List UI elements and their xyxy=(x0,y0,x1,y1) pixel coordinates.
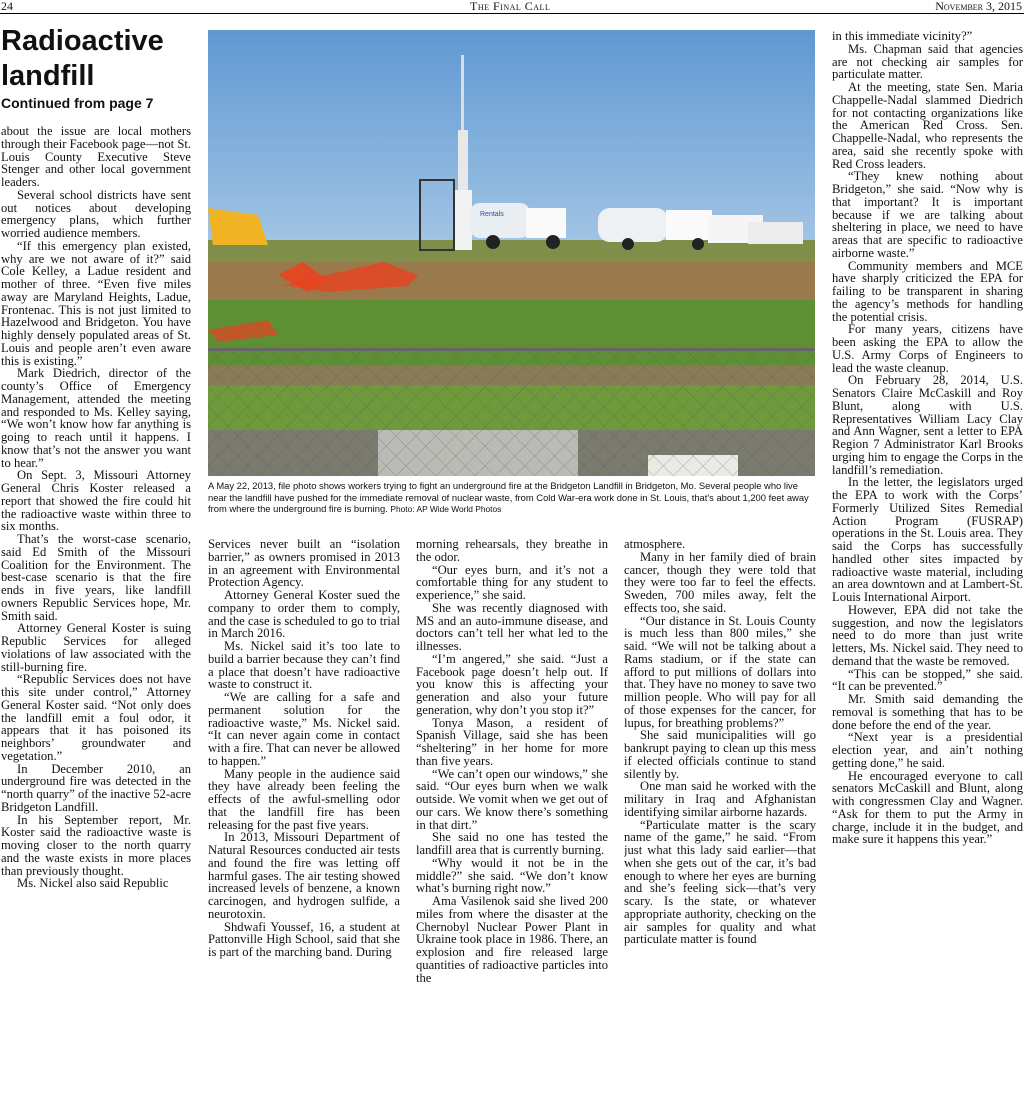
paragraph: He encouraged everyone to call senators McCaskill and Blunt, along with congressmen Clay and Wagner. “Ask for them to put the Army in charge, include it in the budget, and make sure it happens this year.” xyxy=(832,768,1023,847)
paragraph: Mark Diedrich, director of the county’s Office of Emergency Management, attended the meeting and responded to Ms. Kelley saying, “We won’t know how far anything is going to reach until it happens. I know that’s not the answer you want to hear.” xyxy=(1,366,191,470)
paragraph: Ms. Nickel said it’s too late to build a barrier because they can’t find a place that doesn’t have radioactive waste to construct it. xyxy=(208,639,400,692)
paragraph: “This can be stopped,” she said. “It can be prevented.” xyxy=(832,666,1023,694)
continued-from: Continued from page 7 xyxy=(1,95,154,111)
paragraph: She was recently diagnosed with MS and an auto-immune disease, and doctors can’t tell her what led to the illnesses. xyxy=(416,600,608,653)
photo-caption xyxy=(208,480,816,516)
paragraph: Many people in the audience said they have already been feeling the effects of the awful-smelling odor that the landfill fire has been releasing for the past five years. xyxy=(208,766,400,832)
paragraph: about the issue are local mothers through their Facebook page—not St. Louis County Executive Steve Stenger and other local government leaders. xyxy=(1,125,191,189)
paragraph: Attorney General Koster sued the company to order them to comply, and the case is scheduled to go to trial in March 2016. xyxy=(208,588,400,641)
paragraph: Attorney General Koster is suing Republic Services for alleged violations of law associated with the still-burning fire. xyxy=(1,621,191,674)
paragraph: Ama Vasilenok said she lived 200 miles from where the disaster at the Chernobyl Nuclear Power Plant in Ukraine took place in 1986. There, an explosion and fire released large quantities of radioactive particles into the xyxy=(416,894,608,985)
paragraph: Several school districts have sent out notices about developing emergency plans, which further worried audience members. xyxy=(1,187,191,240)
paragraph: She said no one has tested the landfill area that is currently burning. xyxy=(416,830,608,857)
paragraph: “Republic Services does not have this site under control,” Attorney General Koster said. “Not only does the landfill emit a foul odor, it appears that it has poisoned its neighbors’ groundwater and vegetation.” xyxy=(1,672,191,763)
paragraph: At the meeting, state Sen. Maria Chappelle-Nadal slammed Diedrich for not contacting organizations like the American Red Cross. Sen. Chappelle-Nadal, who represents the area, said she recently spoke with Red Cross leaders. xyxy=(832,80,1023,171)
paragraph: “They knew nothing about Bridgeton,” she said. “Now why is that important? It is important because if we are talking about sheltering in place, we need to have areas that are specific to radioactive airborne waste.” xyxy=(832,169,1023,260)
paragraph: For many years, citizens have been asking the EPA to allow the U.S. Army Corps of Engineers to lead the waste cleanup. xyxy=(832,322,1023,375)
paragraph: Ms. Nickel also said Republic xyxy=(17,876,169,891)
caption-text: A May 22, 2013, file photo shows workers trying to fight an underground fire at the Bridgeton Landfill in Bridgeton, Mo. Several people who live near the landfill have pushed for the immediate removal of nuclear waste, from Cold War-era work done in St. Louis, that's about 1,200 feet away from where the underground fire is burning. xyxy=(208,480,809,515)
paragraph: “We are calling for a safe and permanent solution for the radioactive waste,” Ms. Nickel said. “It can never again come in contact with a fire. That can never be allowed to happen.” xyxy=(208,690,400,768)
paragraph: Ms. Chapman said that agencies are not checking air samples for particulate matter. xyxy=(832,41,1023,82)
paragraph: “If this emergency plan existed, why are we not aware of it?” said Cole Kelley, a Ladue resident and mother of three. “Even five miles away are Maryland Heights, Ladue, Frontenac. This is not just limited to Hazelwood and Bridgeton. You have highly densely populated areas of St. Louis and people aren’t even aware this is existing.” xyxy=(1,238,191,368)
photo-credit: Photo: AP Wide World Photos xyxy=(390,504,502,515)
publication-name: The Final Call xyxy=(470,0,551,13)
paragraph: She said municipalities will go bankrupt paying to clean up this mess if elected officials continue to stand silently by. xyxy=(624,728,816,781)
paragraph: One man said he worked with the military in Iraq and Afghanistan identifying similar airborne hazards. xyxy=(624,779,816,819)
paragraph: “Why would it not be in the middle?” she said. “We don’t know what’s burning right now.” xyxy=(416,855,608,896)
paragraph: in this immediate vicinity?” xyxy=(832,30,973,43)
paragraph: “I’m angered,” she said. “Just a Facebook page doesn’t help out. If you know this is affecting your generation and also your future generation, why don’t you stop it?” xyxy=(416,651,608,717)
paragraph: That’s the worst-case scenario, said Ed Smith of the Missouri Coalition for the Environment. The best-case scenario is that the fire ends in five years, like landfill owners Republic Services hope, Mr. Smith said. xyxy=(1,532,191,623)
landfill-photo xyxy=(208,30,815,476)
paragraph: “Our eyes burn, and it’s not a comfortable thing for any student to experience,” she said. xyxy=(416,562,608,602)
article-column-2 xyxy=(208,538,400,1106)
paragraph: However, EPA did not take the suggestion, and now the legislators need to do more than just write letters, Ms. Nickel said. They need to demand that the waste be removed. xyxy=(832,602,1023,668)
paragraph: Community members and MCE have sharply criticized the EPA for failing to be transparent in sharing the agency’s methods for handling the potential crisis. xyxy=(832,258,1023,324)
paragraph: “We can’t open our windows,” she said. “Our eyes burn when we walk outside. We vomit when we get out of our cars. We know there’s something in that dirt.” xyxy=(416,766,608,832)
article-column-3 xyxy=(416,538,608,1106)
paragraph: In his September report, Mr. Koster said the radioactive waste is moving closer to the north quarry and the waste exists in more places than previously thought. xyxy=(1,812,191,878)
paragraph: “Our distance in St. Louis County is much less than 800 miles,” she said. “We will not be talking about a Rams stadium, or if the state can afford to put millions of dollars into that. They have no money to save two million people. Who will pay for all of those expenses for the cancer, for lupus, for breathing problems?” xyxy=(624,613,816,730)
paragraph: “Particulate matter is the scary name of the game,” he said. “From just what this lady said earlier—that when she gets out of the car, it’s bad enough to where her eyes are burning and she’s feeling sick—that’s very scary. Is the state, or whatever appropriate authority, checking on the air samples for quality and what particulate matter is found xyxy=(624,817,816,947)
paragraph: In December 2010, an underground fire was detected in the “north quarry” of the inactive 52-acre Bridgeton Landfill. xyxy=(1,761,191,814)
paragraph: Services never built an “isolation barrier,” as owners promised in 2013 in an agreement with Environmental Protection Agency. xyxy=(208,538,400,590)
article-column-5 xyxy=(832,30,1023,1106)
headline-line-1: Radioactive xyxy=(1,25,164,57)
paragraph: Shdwafi Youssef, 16, a student at Pattonville High School, said that she is part of the marching band. During xyxy=(208,919,400,959)
issue-date: November 3, 2015 xyxy=(935,0,1022,13)
paragraph: Tonya Mason, a resident of Spanish Village, said she has been “sheltering” in her home for more than five years. xyxy=(416,715,608,768)
paragraph: In the letter, the legislators urged the EPA to work with the Corps’ Formerly Utilized Sites Remedial Action Program (FUSRAP) operations in the St. Louis area. They said the Corps has successfully handled other sites impacted by radioactive waste material, including an area downtown and at Lambert-St. Louis International Airport. xyxy=(832,475,1023,604)
paragraph: morning rehearsals, they breathe in the odor. xyxy=(416,538,608,564)
article-column-4 xyxy=(624,538,816,1106)
article-column-1 xyxy=(1,125,191,1105)
article-headline xyxy=(1,24,164,94)
paragraph: “Next year is a presidential election year, and ain’t nothing getting done,” he said. xyxy=(832,730,1023,770)
paragraph: Mr. Smith said demanding the removal is something that has to be done before the end of the year. xyxy=(832,692,1023,732)
paragraph: In 2013, Missouri Department of Natural Resources conducted air tests and found the fire was letting off harmful gases. The air testing showed increased levels of benzene, a known carcinogen, and hydrogen sulfide, a neurotoxin. xyxy=(208,830,400,921)
paragraph: atmosphere. xyxy=(624,538,686,551)
paragraph: Many in her family died of brain cancer, though they were told that they were too far to feel the effects. Sweden, 700 miles away, felt the effects too, she said. xyxy=(624,549,816,615)
paragraph: On Sept. 3, Missouri Attorney General Chris Koster released a report that showed the fire could hit the radioactive waste within three to six months. xyxy=(1,468,191,534)
headline-line-2: landfill xyxy=(1,60,95,92)
page-number: 24 xyxy=(1,0,13,13)
truck-logo-text: Rentals xyxy=(480,211,504,218)
page-header xyxy=(0,0,1024,14)
paragraph: On February 28, 2014, U.S. Senators Claire McCaskill and Roy Blunt, along with U.S. Representatives William Lacy Clay and Ann Wagner, sent a letter to EPA Region 7 Administrator Karl Brooks urging him to engage the Corps in the landfill’s remediation. xyxy=(832,373,1023,477)
